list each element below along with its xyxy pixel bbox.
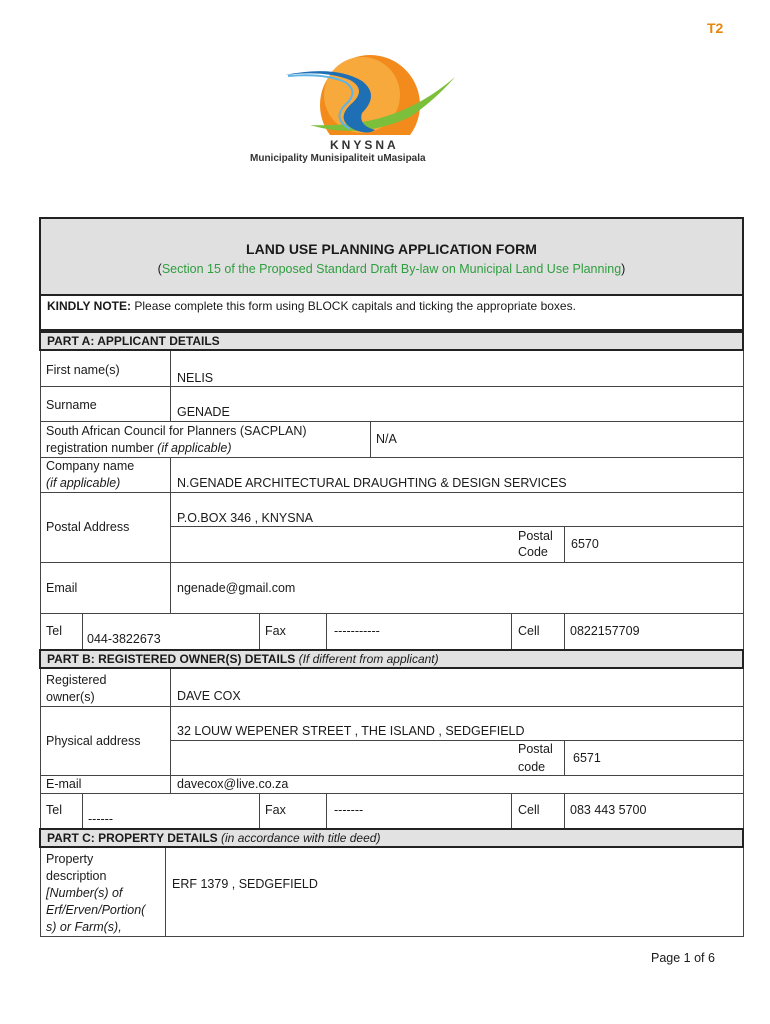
- subtitle-close: ): [621, 262, 626, 276]
- part-b-title: PART B: REGISTERED OWNER(S) DETAILS: [47, 652, 296, 666]
- sacplan-field[interactable]: N/A: [376, 432, 397, 446]
- knysna-emblem-icon: [240, 45, 500, 135]
- owner-cell-field[interactable]: 083 443 5700: [570, 803, 647, 817]
- fax-field[interactable]: -----------: [334, 624, 380, 638]
- tel-field[interactable]: 044-3822673: [87, 632, 161, 646]
- property-label-line3: [Number(s) of: [46, 886, 123, 900]
- property-label-line1: Property: [46, 852, 94, 866]
- owner-label-line1: Registered: [46, 673, 107, 687]
- owner-tel-label: Tel: [46, 803, 62, 817]
- document-code: T2: [707, 20, 724, 36]
- postal-code-label-line1: Postal: [518, 529, 553, 543]
- note-text: [47, 298, 576, 314]
- part-c-header: [39, 828, 744, 848]
- owner-email-label: E-mail: [46, 777, 82, 791]
- postal-address-label: Postal Address: [46, 520, 130, 534]
- owner-postal-code-label-line1: Postal: [518, 742, 553, 756]
- form-subtitle: [41, 261, 742, 277]
- logo-name: KNYSNA: [330, 138, 399, 152]
- email-field[interactable]: ngenade@gmail.com: [177, 581, 296, 595]
- first-name-label: First name(s): [46, 363, 120, 377]
- fax-label: Fax: [265, 624, 286, 638]
- note-body: Please complete this form using BLOCK capitals and ticking the appropriate boxes.: [131, 299, 576, 313]
- owner-email-field[interactable]: davecox@live.co.za: [177, 777, 289, 791]
- subtitle-text: Section 15 of the Proposed Standard Draft By-law on Municipal Land Use Planning: [161, 262, 622, 276]
- sacplan-label-text: registration number: [46, 441, 158, 455]
- owner-label-line2: owner(s): [46, 690, 95, 704]
- owner-tel-field[interactable]: ------: [88, 812, 113, 826]
- part-a-header: [39, 331, 744, 351]
- owner-postal-code-label-line2: code: [518, 760, 546, 774]
- sacplan-label-line2: [46, 440, 232, 456]
- postal-code-field[interactable]: 6570: [571, 537, 599, 551]
- part-b-title-wrap: [47, 652, 439, 666]
- company-label: Company name: [46, 459, 135, 473]
- owner-fax-label: Fax: [265, 803, 286, 817]
- physical-address-field[interactable]: 32 LOUW WEPENER STREET , THE ISLAND , SEDGEFIELD: [177, 724, 525, 738]
- part-c-title-note: (in accordance with title deed): [217, 831, 381, 845]
- part-c-title-wrap: [47, 831, 380, 845]
- page-number: Page 1 of 6: [651, 951, 715, 965]
- property-field[interactable]: ERF 1379 , SEDGEFIELD: [172, 877, 318, 891]
- sacplan-label-italic: (if applicable): [157, 441, 232, 455]
- owner-cell-label: Cell: [518, 803, 540, 817]
- kindly-note: [39, 294, 744, 331]
- part-a-title: PART A: APPLICANT DETAILS: [47, 334, 220, 348]
- tel-label: Tel: [46, 624, 62, 638]
- surname-field[interactable]: GENADE: [177, 405, 230, 419]
- part-c-title: PART C: PROPERTY DETAILS: [47, 831, 218, 845]
- logo-tagline: Municipality Munisipaliteit uMasipala: [250, 153, 426, 164]
- company-label-italic: (if applicable): [46, 476, 121, 490]
- email-label: Email: [46, 581, 78, 595]
- property-label-line4: Erf/Erven/Portion(: [46, 903, 146, 917]
- part-b-header: [39, 649, 744, 669]
- owner-field[interactable]: DAVE COX: [177, 689, 241, 703]
- knysna-logo: [240, 45, 500, 175]
- owner-fax-field[interactable]: -------: [334, 803, 364, 817]
- sacplan-label-line1: South African Council for Planners (SACPLAN): [46, 424, 307, 438]
- first-name-field[interactable]: NELIS: [177, 371, 214, 385]
- part-b-title-note: (If different from applicant): [295, 652, 439, 666]
- postal-code-label-line2: Code: [518, 545, 548, 559]
- property-label-line5: s) or Farm(s),: [46, 920, 122, 934]
- surname-label: Surname: [46, 398, 97, 412]
- form-title: LAND USE PLANNING APPLICATION FORM: [246, 241, 537, 257]
- form-header: [39, 217, 744, 296]
- subtitle-open: (: [157, 262, 162, 276]
- physical-address-label: Physical address: [46, 734, 141, 748]
- note-label: KINDLY NOTE:: [47, 299, 132, 313]
- company-field[interactable]: N.GENADE ARCHITECTURAL DRAUGHTING & DESIGN SERVICES: [177, 476, 567, 490]
- owner-postal-code-field[interactable]: 6571: [573, 751, 601, 765]
- property-label-line2: description: [46, 869, 107, 883]
- postal-address-field[interactable]: P.O.BOX 346 , KNYSNA: [177, 511, 313, 525]
- cell-field[interactable]: 0822157709: [570, 624, 640, 638]
- cell-label: Cell: [518, 624, 540, 638]
